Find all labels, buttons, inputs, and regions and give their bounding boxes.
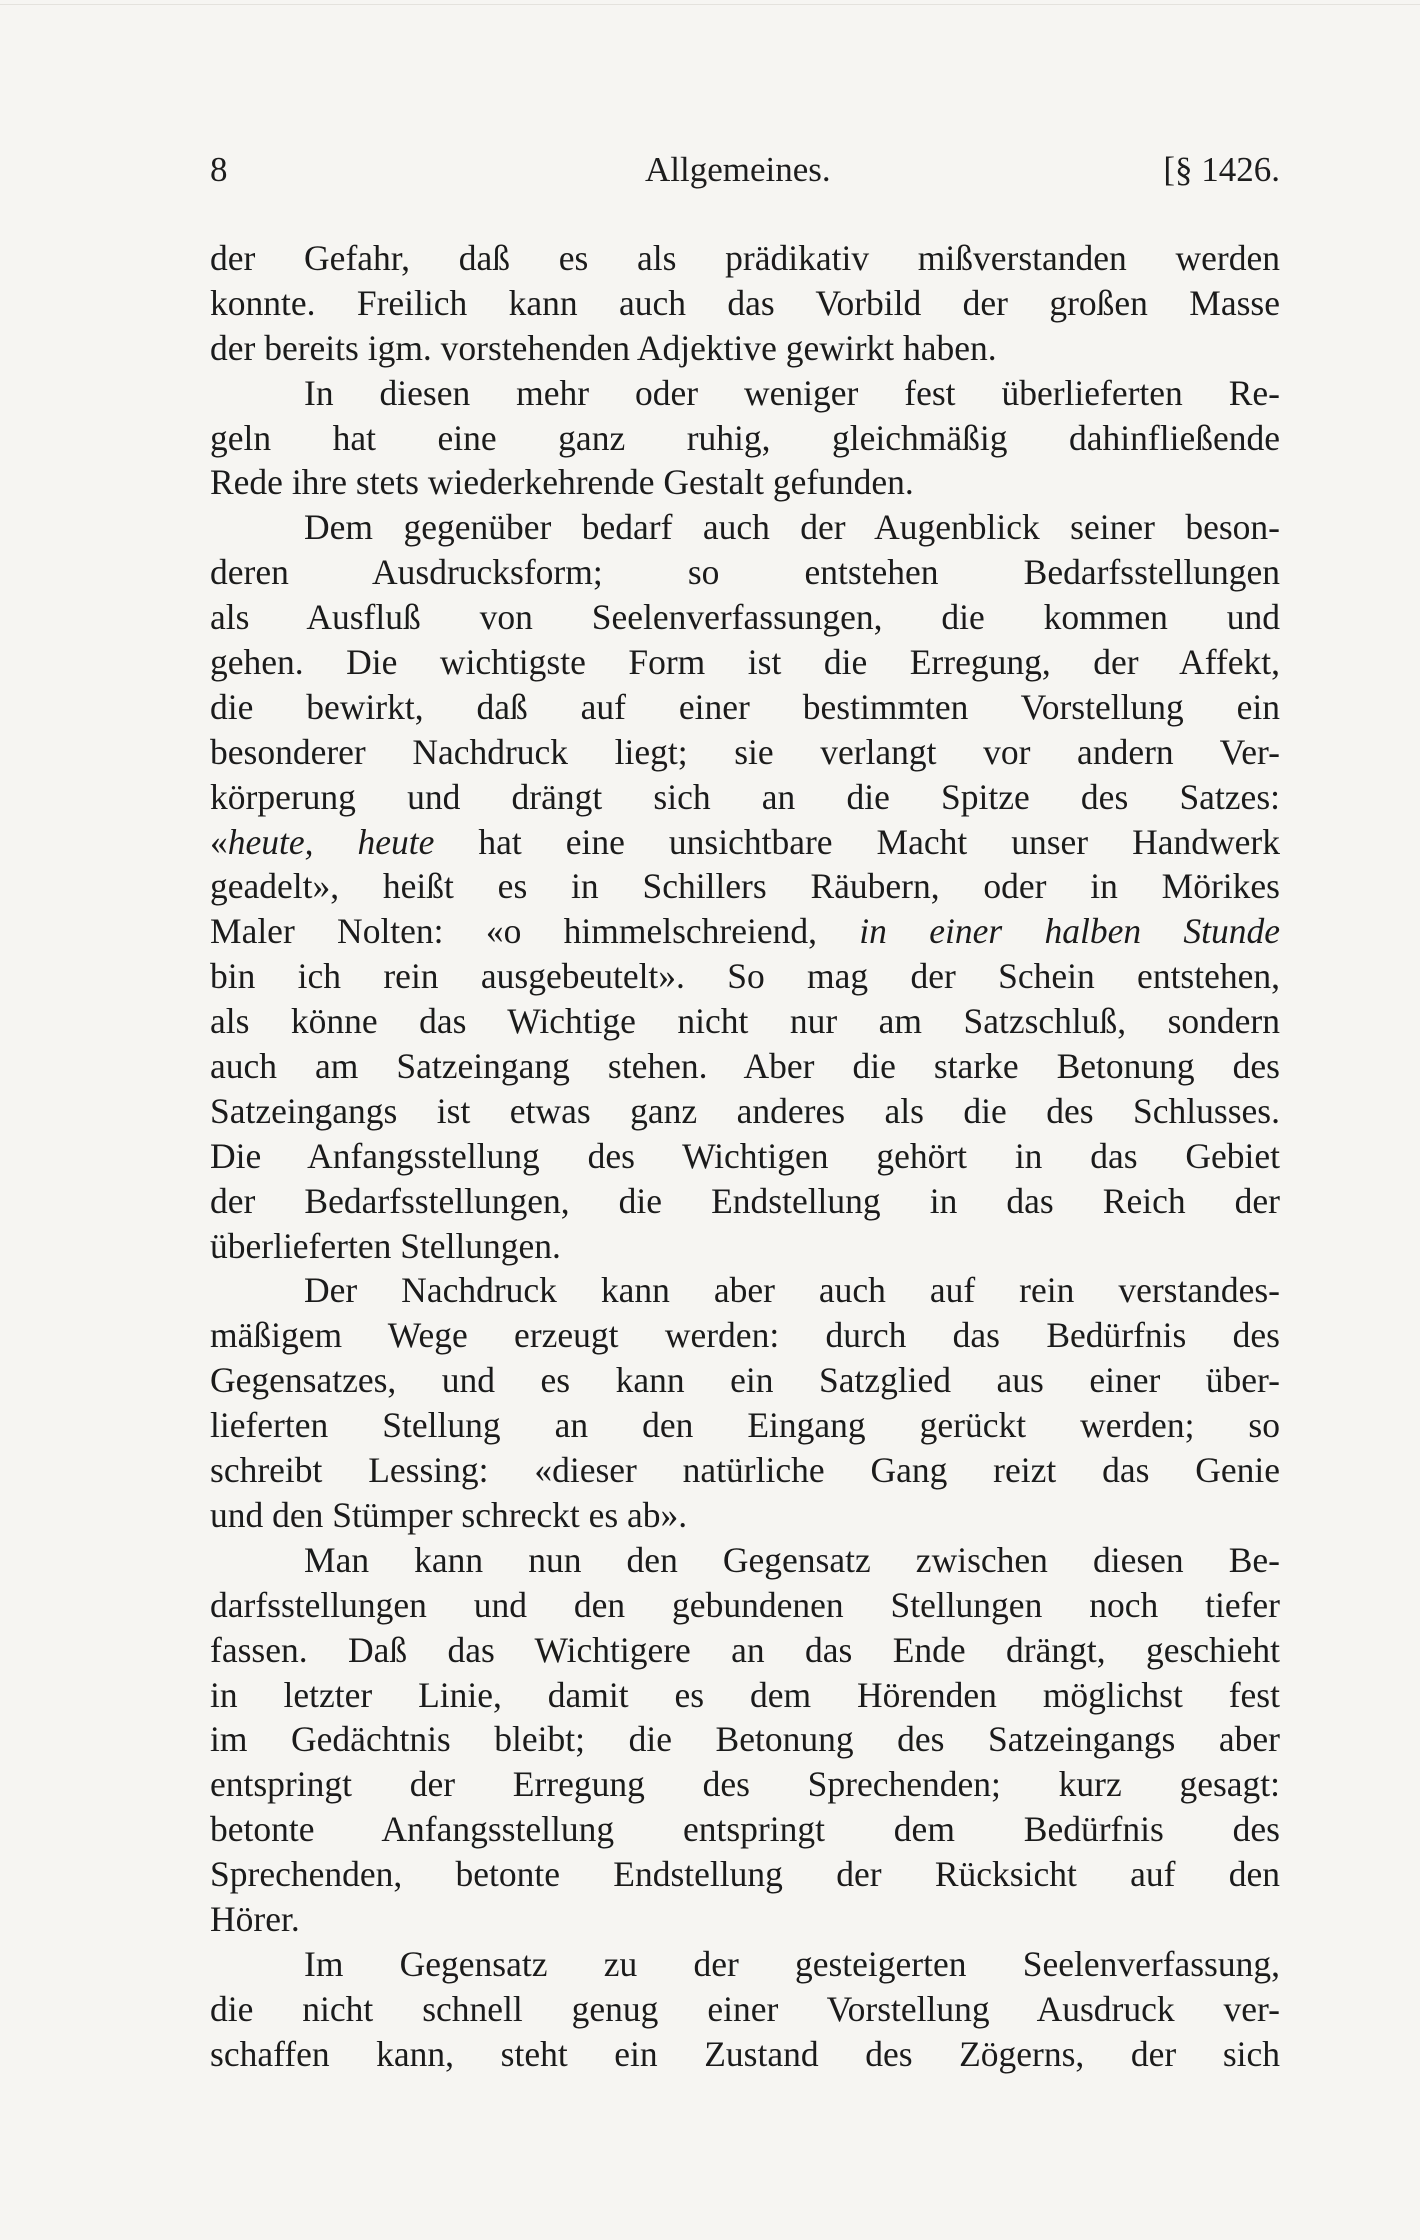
text-line: bin ich rein ausgebeutelt». So mag der Schein entstehen, bbox=[210, 956, 1280, 997]
text-line: Gegensatzes, und es kann ein Satzglied aus einer über- bbox=[210, 1360, 1280, 1401]
text-line: als Ausfluß von Seelenverfassungen, die kommen und bbox=[210, 597, 1280, 638]
text-line: der Bedarfsstellungen, die Endstellung in das Reich der bbox=[210, 1180, 1280, 1221]
text-line: betonte Anfangsstellung entspringt dem Bedürfnis des bbox=[210, 1809, 1280, 1850]
text-line: im Gedächtnis bleibt; die Betonung des Satzeingangs aber bbox=[210, 1719, 1280, 1760]
text-line: überlieferten Stellungen. bbox=[210, 1225, 561, 1266]
text-line: in letzter Linie, damit es dem Hörenden möglichst fest bbox=[210, 1674, 1280, 1715]
top-edge-rule bbox=[0, 4, 1420, 5]
text-line: als könne das Wichtige nicht nur am Satzschluß, sondern bbox=[210, 1001, 1280, 1042]
text-line: darfsstellungen und den gebundenen Stellungen noch tiefer bbox=[210, 1584, 1280, 1625]
text-line: konnte. Freilich kann auch das Vorbild der großen Masse bbox=[210, 282, 1280, 323]
body-text bbox=[210, 236, 1280, 2077]
text-line: die bewirkt, daß auf einer bestimmten Vorstellung ein bbox=[210, 686, 1280, 727]
page-number: 8 bbox=[210, 150, 228, 189]
text-line: mäßigem Wege erzeugt werden: durch das Bedürfnis des bbox=[210, 1315, 1280, 1356]
text-line: und den Stümper schreckt es ab». bbox=[210, 1494, 688, 1535]
text-line: auch am Satzeingang stehen. Aber die starke Betonung des bbox=[210, 1046, 1280, 1087]
text-line: Satzeingangs ist etwas ganz anderes als die des Schlusses. bbox=[210, 1090, 1280, 1131]
text-line: Dem gegenüber bedarf auch der Augenblick seiner beson- bbox=[304, 507, 1280, 548]
text-line: schreibt Lessing: «dieser natürliche Gang reizt das Genie bbox=[210, 1450, 1280, 1491]
text-line: gehen. Die wichtigste Form ist die Erregung, der Affekt, bbox=[210, 642, 1280, 683]
text-line: der Gefahr, daß es als prädikativ mißverstanden werden bbox=[210, 238, 1280, 278]
text-line: besonderer Nachdruck liegt; sie verlangt vor andern Ver- bbox=[210, 731, 1280, 772]
text-line: Hörer. bbox=[210, 1898, 300, 1939]
text-line: lieferten Stellung an den Eingang gerückt werden; so bbox=[210, 1405, 1280, 1446]
text-line: Der Nachdruck kann aber auch auf rein verstandes- bbox=[304, 1270, 1280, 1311]
text-line: geadelt», heißt es in Schillers Räubern, oder in Mörikes bbox=[210, 866, 1280, 907]
text-line: die nicht schnell genug einer Vorstellung Ausdruck ver- bbox=[210, 1988, 1280, 2029]
text-line: Rede ihre stets wiederkehrende Gestalt gefunden. bbox=[210, 462, 914, 503]
text-line: Man kann nun den Gegensatz zwischen diesen Be- bbox=[304, 1539, 1280, 1580]
text-line: Im Gegensatz zu der gesteigerten Seelenverfassung, bbox=[304, 1943, 1280, 1984]
running-header bbox=[210, 150, 1280, 200]
text-line: In diesen mehr oder weniger fest überlieferten Re- bbox=[304, 372, 1280, 413]
text-line: geln hat eine ganz ruhig, gleichmäßig dahinfließende bbox=[210, 417, 1280, 458]
text-line: schaffen kann, steht ein Zustand des Zögerns, der sich bbox=[210, 2033, 1280, 2074]
text-line: fassen. Daß das Wichtigere an das Ende drängt, geschieht bbox=[210, 1629, 1280, 1670]
text-line: entspringt der Erregung des Sprechenden; kurz gesagt: bbox=[210, 1764, 1280, 1805]
section-reference: [§ 1426. bbox=[1163, 150, 1280, 189]
text-line: deren Ausdrucksform; so entstehen Bedarfsstellungen bbox=[210, 552, 1280, 593]
text-line: Maler Nolten: «o himmelschreiend, in einer halben Stunde bbox=[210, 911, 1280, 952]
text-line: Sprechenden, betonte Endstellung der Rücksicht auf den bbox=[210, 1854, 1280, 1895]
text-line: Die Anfangsstellung des Wichtigen gehört in das Gebiet bbox=[210, 1135, 1280, 1176]
running-title: Allgemeines. bbox=[645, 150, 831, 189]
text-line: körperung und drängt sich an die Spitze des Satzes: bbox=[210, 776, 1280, 817]
text-line: «heute, heute hat eine unsichtbare Macht unser Handwerk bbox=[210, 821, 1280, 862]
text-line: der bereits igm. vorstehenden Adjektive gewirkt haben. bbox=[210, 327, 997, 368]
